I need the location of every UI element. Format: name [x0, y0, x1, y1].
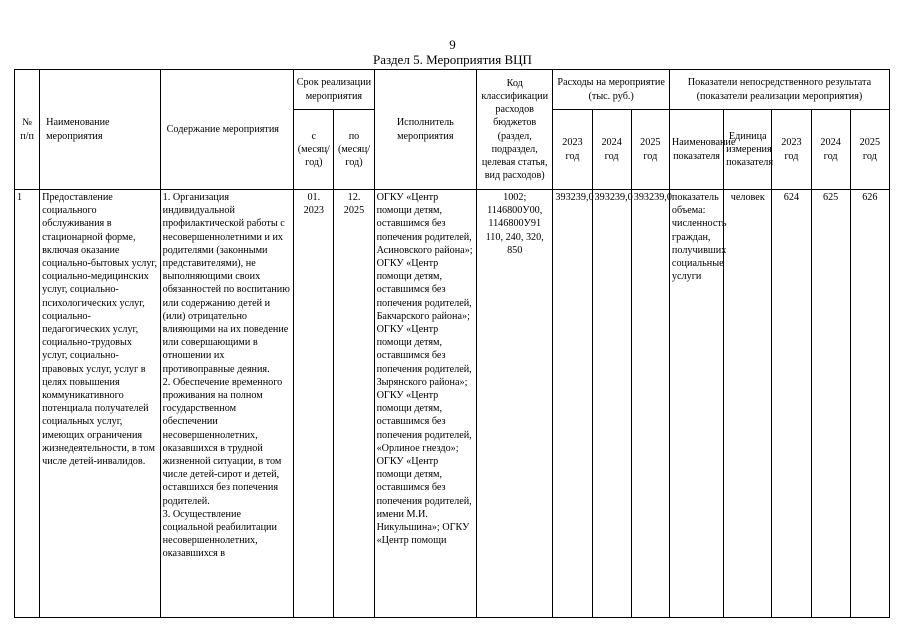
- row-ind-2024: 625: [811, 190, 850, 618]
- row-exp-2025: 393239,0: [631, 190, 669, 618]
- row-exp-2024: 393239,0: [592, 190, 631, 618]
- row-budget-code: 1002; 1146800У00, 1146800У91 110, 240, 320, 850: [477, 190, 553, 618]
- header-ind-2024: 2024 год: [811, 110, 850, 190]
- section-title: Раздел 5. Мероприятия ВЦП: [373, 52, 532, 67]
- header-indicator-name: Наименование показателя: [669, 110, 723, 190]
- row-content: [160, 190, 294, 618]
- header-num: № п/п: [15, 70, 40, 190]
- header-ind-2023: 2023 год: [772, 110, 811, 190]
- header-exp-2024: 2024 год: [592, 110, 631, 190]
- header-name: Наименование мероприятия: [40, 70, 161, 190]
- header-budget-code: Код классификации расходов бюджетов (раздел, подраздел, целевая статья, вид расходов): [477, 70, 553, 190]
- row-ind-2025: 626: [850, 190, 889, 618]
- measures-table: [14, 69, 890, 618]
- header-ind-2025: 2025 год: [850, 110, 889, 190]
- content-item: 3. Осуществление социальной реабилитации несовершеннолетних, оказавшихся в: [162, 508, 277, 560]
- header-executor: Исполнитель мероприятия: [374, 70, 476, 190]
- content-item: 2. Обеспечение временного проживания на полном государственном обеспечении несовершеннолетних, оказавшихся в трудной жизненной ситуации, в том числе детей-сирот и детей, оставшихся без попечения родителей.: [162, 376, 283, 507]
- header-expenses-group: Расходы на мероприятие (тыс. руб.): [553, 70, 670, 110]
- row-name: Предоставление социального обслуживания в стационарной форме, включая оказание социально-бытовых услуг, социально-медицинских услуг, социально-психологических услуг, социально-педагогических услуг, социально-трудовых услуг, социально-правовых услуг, услуг в целях повышения коммуникативного потенциала получателей социальных услуг, имеющих ограничения жизнедеятельности, в том числе детей-инвалидов.: [40, 190, 161, 618]
- row-term-to: 12. 2025: [334, 190, 374, 618]
- header-term-from: с (месяц/ год): [294, 110, 334, 190]
- header-exp-2023: 2023 год: [553, 110, 592, 190]
- header-term-group: Срок реализации мероприятия: [294, 70, 374, 110]
- row-indicator-name: показатель объема: численность граждан, получивших социальные услуги: [669, 190, 723, 618]
- header-content: Содержание мероприятия: [160, 70, 294, 190]
- table-row: [15, 190, 890, 618]
- content-item: 1. Организация индивидуальной профилактической работы с несовершеннолетними и их родителями (законными представителями), не выполняющими своих обязанностей по воспитанию или содержанию детей и (или) отрицательно влияющими на их поведение или совершающими в отношении их противоправные деяния.: [162, 192, 290, 375]
- header-exp-2025: 2025 год: [631, 110, 669, 190]
- page-number: 9: [449, 37, 456, 52]
- row-unit: человек: [724, 190, 772, 618]
- row-term-from: 01. 2023: [294, 190, 334, 618]
- header-indicators-group: Показатели непосредственного результата (показатели реализации мероприятия): [669, 70, 889, 110]
- row-executor: ОГКУ «Центр помощи детям, оставшимся без попечения родителей, Асиновского района»; ОГКУ «Центр помощи детям, оставшимся без попечения родителей, Бакчарского района»; ОГКУ «Центр помощи детям, оставшимся без попечения родителей, Зырянского района»; ОГКУ «Центр помощи детям, оставшимся без попечения родителей, «Орлиное гнездо»; ОГКУ «Центр помощи детям, оставшимся без попечения родителей, имени М.И. Никульшина»; ОГКУ «Центр помощи: [374, 190, 476, 618]
- row-num: 1: [15, 190, 40, 618]
- row-exp-2023: 393239,0: [553, 190, 592, 618]
- row-ind-2023: 624: [772, 190, 811, 618]
- header-unit: Единица измерения показателя: [724, 110, 772, 190]
- header-term-to: по (месяц/ год): [334, 110, 374, 190]
